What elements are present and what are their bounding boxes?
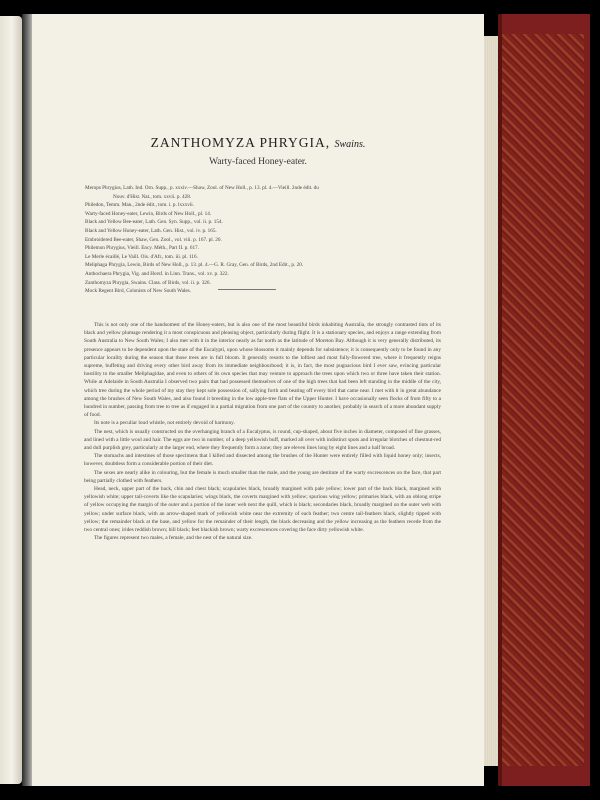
body-paragraph: The stomachs and intestines of those specimens that I killed and dissected among the brushes of the Hunter were entirely filled with liquid honey only; insects, however, doubtless form a considerable portion of their diet. bbox=[84, 453, 441, 468]
synonym-entry: Philedon, Temm. Man., 2nde édit., tom. i. p. lxxxvii. bbox=[85, 202, 195, 209]
section-divider bbox=[218, 289, 276, 290]
body-paragraph: The sexes are nearly alike in colouring, but the female is much smaller than the male, and the young are destitute of the warty excrescences on the face, that part being partially clothed with feathers. bbox=[84, 469, 441, 484]
synonym-entry: Nouv. d'Hist. Nat., tom. xxvii. p. 428. bbox=[113, 193, 192, 200]
synonym-entry: Philemon Phrygius, Vieill. Ency. Méth., Part II. p. 617. bbox=[85, 245, 199, 252]
marbled-pattern bbox=[502, 34, 584, 766]
synonym-entry: Black and Yellow Bee-eater, Lath. Gen. Syn. Supp., vol. ii. p. 154. bbox=[85, 219, 223, 226]
body-paragraph: This is not only one of the handsomest of the Honey-eaters, but is also one of the most beautiful birds inhabiting Australia, the strongly contrasted tints of its black and yellow plumage rendering it a most conspicuous and pleasing object, particularly during flight. It is a stationary species, and enjoys a range extending from South Australia to New South Wales; I also met with it in the interior nearly as far north as the latitude of Moreton Bay. Although it is very generally distributed, its presence appears to be dependent upon the state of the Eucalypti, upon whose blossoms it mainly depends for subsistence; it is consequently only to be found in any particular locality during the season that those trees are in full bloom. It generally resorts to the loftiest and most fully-flowered tree, where it frequently reigns supreme, buffeting and driving every other bird away from its immediate neighbourhood; it is, in fact, the most pugnacious bird I ever saw, evincing particular hostility to the smaller Meliphagidae, and even to others of its own species that may venture to approach the trees upon which two or three have taken their station. While at Adelaide in South Australia I observed two pairs that had possessed themselves of one of the high trees that had been left standing in the middle of the city, which tree during the whole period of my stay they kept sole possession of, sallying forth and beating off every bird that came near. I met with it in great abundance among the brushes of New South Wales, and also found it breeding in the low apple-tree flats of the Upper Hunter. I have occasionally seen flocks of from fifty to a hundred in number, passing from tree to tree as if engaged in a partial migration from one part of the country to another, probably in search of a more abundant supply of food. bbox=[84, 322, 441, 419]
synonym-entry: Zanthomyza Phrygia, Swains. Class. of Birds, vol. ii. p. 326. bbox=[85, 279, 211, 286]
body-paragraph: Head, neck, upper part of the back, chin and chest black; scapularies black, broadly margined with pale yellow; lower part of the back black, margined with yellowish white; upper tail-coverts like the scapularies; wings black, the coverts margined with yellow; spurious wing yellow; primaries black, with an oblong stripe of yellow occupying the margin of the outer and a portion of the inner web next the quill, which is black; secondaries black, broadly margined on the outer web with yellow; under surface black, with an arrow-shaped mark of yellowish white near the extremity of each feather; two centre tail-feathers black, slightly tipped with yellow; the remainder black at the base, and yellow for the remainder of their length, the black decreasing and the yellow increasing as the feathers recede from the two central ones; irides reddish brown; bill black; feet blackish brown; warty excrescences covering the face dirty yellowish white. bbox=[84, 486, 441, 534]
synonymy-list bbox=[85, 184, 445, 296]
synonym-entry: Embroidered Bee-eater, Shaw, Gen. Zool., vol. viii. p. 167. pl. 20. bbox=[85, 236, 222, 243]
body-paragraph: The figures represent two males, a female, and the nest of the natural size. bbox=[94, 535, 253, 542]
synonym-entry: Anthochaera Phrygia, Vig. and Horsf. in Linn. Trans., vol. xv. p. 322. bbox=[85, 270, 229, 277]
body-paragraph: The nest, which is usually constructed on the overhanging branch of a Eucalyptus, is round, cup-shaped, about five inches in diameter, composed of fine grasses, and lined with a little wool and hair. The eggs are two in number, of a deep yellowish buff, marked all over with indistinct spots and irregular blotches of chestnut-red and dull purplish grey, particularly at the larger end, where they frequently form a zone; they are eleven lines long by eight lines and a half broad. bbox=[84, 428, 441, 452]
synonym-entry: Black and Yellow Honey-eater, Lath. Gen. Hist., vol. iv. p. 165. bbox=[85, 227, 217, 234]
species-name: ZANTHOMYZA PHRYGIA, bbox=[150, 135, 331, 150]
synonym-entry: Warty-faced Honey-eater, Lewin, Birds of New Holl., pl. 14. bbox=[85, 210, 212, 217]
left-page-edge bbox=[0, 16, 22, 784]
synonym-entry: Le Merle écaillé, Le Vaill. Ois. d'Afr., tom. iii. pl. 116. bbox=[85, 253, 198, 260]
body-paragraph: Its note is a peculiar loud whistle, not entirely devoid of harmony. bbox=[94, 420, 235, 427]
species-title bbox=[32, 135, 484, 151]
species-author: Swains. bbox=[334, 139, 366, 150]
description-body bbox=[84, 321, 441, 542]
synonym-entry: Meliphaga Phrygia, Lewin, Birds of New Holl., p. 13. pl. 4.—G. R. Gray, Gen. of Birds, 2nd Edit., p. 20. bbox=[85, 262, 304, 269]
marbled-cover bbox=[498, 14, 590, 786]
synonym-entry: Mock Regent Bird, Colonists of New South Wales. bbox=[85, 288, 191, 295]
synonym-entry: Merops Phrygius, Lath. Ind. Orn. Supp., p. xxxiv.—Shaw, Zool. of New Holl., p. 13. pl. 4.—Vieill. 2nde édit. du bbox=[85, 185, 319, 191]
common-name: Warty-faced Honey-eater. bbox=[209, 157, 307, 167]
